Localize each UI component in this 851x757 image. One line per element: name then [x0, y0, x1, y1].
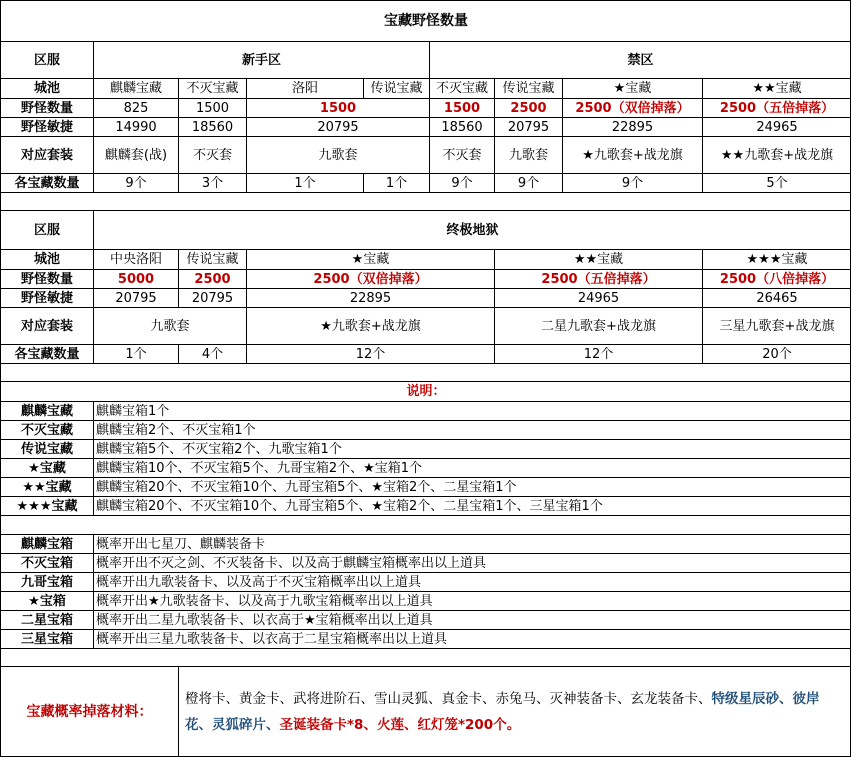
t2-agility-cell: 22895 — [246, 288, 494, 307]
t2-count-cell: 2500（五倍掉落） — [494, 269, 702, 288]
t1-count-cell: 2500（双倍掉落） — [562, 98, 702, 117]
note-treasure-desc: 麒麟宝箱5个、不灭宝箱2个、九歌宝箱1个 — [93, 439, 851, 458]
t1-suit-cell: 麒麟套(战) — [93, 136, 178, 173]
t2-agility-label: 野怪敏捷 — [0, 288, 93, 307]
t2-suit-cell: 二星九歌套+战龙旗 — [494, 307, 702, 344]
t1-suit-label: 对应套装 — [0, 136, 93, 173]
t1-agility-cell: 24965 — [702, 117, 851, 136]
t1-treasure-cell: 5个 — [702, 173, 851, 192]
t1-count-label: 野怪数量 — [0, 98, 93, 117]
note-treasure-name: ★★宝藏 — [0, 477, 93, 496]
t1-treasure-cell: 9个 — [93, 173, 178, 192]
t2-city-cell: 传说宝藏 — [178, 249, 246, 269]
t2-agility-cell: 20795 — [178, 288, 246, 307]
t2-suit-cell: 九歌套 — [93, 307, 246, 344]
t1-agility-label: 野怪敏捷 — [0, 117, 93, 136]
materials-normal: 橙将卡、黄金卡、武将进阶石、雪山灵狐、真金卡、赤兔马、灭神装备卡、玄龙装备卡、 — [185, 691, 712, 707]
t1-treasure-cell: 3个 — [178, 173, 246, 192]
t2-suit-label: 对应套装 — [0, 307, 93, 344]
t1-agility-cell: 14990 — [93, 117, 178, 136]
note-box-desc: 概率开出不灭之剑、不灭装备卡、以及高于麒麟宝箱概率出以上道具 — [93, 553, 851, 572]
note-treasure-name: ★★★宝藏 — [0, 496, 93, 515]
t2-city-cell: ★★★宝藏 — [702, 249, 851, 269]
t1-count-cell: 1500 — [178, 98, 246, 117]
spacer-row — [0, 192, 851, 210]
t1-city-cell: 传说宝藏 — [494, 78, 562, 98]
t1-city-cell: 不灭宝藏 — [429, 78, 494, 98]
note-treasure-desc: 麒麟宝箱2个、不灭宝箱1个 — [93, 420, 851, 439]
note-box-desc: 概率开出★九歌装备卡、以及高于九歌宝箱概率出以上道具 — [93, 591, 851, 610]
note-treasure-name: 传说宝藏 — [0, 439, 93, 458]
t1-city-cell: ★宝藏 — [562, 78, 702, 98]
t1-treasure-label: 各宝藏数量 — [0, 173, 93, 192]
t1-zone-forbidden: 禁区 — [429, 41, 851, 78]
t1-city-cell: 麒麟宝藏 — [93, 78, 178, 98]
note-box-name: 麒麟宝箱 — [0, 534, 93, 553]
note-box-desc: 概率开出二星九歌装备卡、以衣高于★宝箱概率出以上道具 — [93, 610, 851, 629]
materials-label: 宝藏概率掉落材料： — [0, 666, 178, 757]
t2-count-cell: 5000 — [93, 269, 178, 288]
t1-suit-cell: 不灭套 — [429, 136, 494, 173]
t2-treasure-cell: 12个 — [246, 344, 494, 363]
t2-zone: 终极地狱 — [93, 210, 851, 249]
t1-count-cell: 2500 — [494, 98, 562, 117]
t1-city-cell: 不灭宝藏 — [178, 78, 246, 98]
note-box-name: 二星宝箱 — [0, 610, 93, 629]
spacer-row — [0, 363, 851, 381]
t2-agility-cell: 26465 — [702, 288, 851, 307]
note-treasure-desc: 麒麟宝箱10个、不灭宝箱5个、九哥宝箱2个、★宝箱1个 — [93, 458, 851, 477]
note-box-name: 不灭宝箱 — [0, 553, 93, 572]
t1-suit-cell: ★九歌套+战龙旗 — [562, 136, 702, 173]
t2-agility-cell: 20795 — [93, 288, 178, 307]
t1-city-cell: ★★宝藏 — [702, 78, 851, 98]
t1-server-label: 区服 — [0, 41, 93, 78]
t2-count-cell: 2500（八倍掉落） — [702, 269, 851, 288]
t2-suit-cell: ★九歌套+战龙旗 — [246, 307, 494, 344]
t1-count-cell: 825 — [93, 98, 178, 117]
t2-count-label: 野怪数量 — [0, 269, 93, 288]
t1-treasure-cell: 9个 — [429, 173, 494, 192]
spacer-row — [0, 515, 851, 534]
note-treasure-desc: 麒麟宝箱20个、不灭宝箱10个、九哥宝箱5个、★宝箱2个、二星宝箱1个、三星宝箱1个 — [93, 496, 851, 515]
note-box-name: 九哥宝箱 — [0, 572, 93, 591]
t2-city-label: 城池 — [0, 249, 93, 269]
t2-agility-cell: 24965 — [494, 288, 702, 307]
t1-city-cell: 洛阳 — [246, 78, 363, 98]
t1-count-cell: 1500 — [429, 98, 494, 117]
note-box-desc: 概率开出七星刀、麒麟装备卡 — [93, 534, 851, 553]
t1-suit-cell: ★★九歌套+战龙旗 — [702, 136, 851, 173]
t1-count-cell: 1500 — [246, 98, 429, 117]
t2-server-label: 区服 — [0, 210, 93, 249]
note-treasure-name: 不灭宝藏 — [0, 420, 93, 439]
t1-suit-cell: 九歌套 — [494, 136, 562, 173]
note-treasure-name: 麒麟宝藏 — [0, 401, 93, 420]
t1-treasure-cell: 9个 — [494, 173, 562, 192]
t2-suit-cell: 三星九歌套+战龙旗 — [702, 307, 851, 344]
note-box-name: ★宝箱 — [0, 591, 93, 610]
t1-agility-cell: 20795 — [494, 117, 562, 136]
t2-city-cell: ★宝藏 — [246, 249, 494, 269]
t2-treasure-cell: 4个 — [178, 344, 246, 363]
t2-city-cell: ★★宝藏 — [494, 249, 702, 269]
materials-list — [178, 666, 851, 757]
t1-agility-cell: 22895 — [562, 117, 702, 136]
t2-city-cell: 中央洛阳 — [93, 249, 178, 269]
t1-agility-cell: 20795 — [246, 117, 429, 136]
t2-treasure-label: 各宝藏数量 — [0, 344, 93, 363]
note-box-desc: 概率开出九歌装备卡、以及高于不灭宝箱概率出以上道具 — [93, 572, 851, 591]
t1-city-label: 城池 — [0, 78, 93, 98]
t1-suit-cell: 九歌套 — [246, 136, 429, 173]
t1-treasure-cell: 1个 — [363, 173, 429, 192]
note-treasure-desc: 麒麟宝箱1个 — [93, 401, 851, 420]
note-treasure-name: ★宝藏 — [0, 458, 93, 477]
notes-header: 说明： — [0, 381, 851, 401]
note-treasure-desc: 麒麟宝箱20个、不灭宝箱10个、九哥宝箱5个、★宝箱2个、二星宝箱1个 — [93, 477, 851, 496]
t1-city-cell: 传说宝藏 — [363, 78, 429, 98]
t1-agility-cell: 18560 — [429, 117, 494, 136]
t2-count-cell: 2500（双倍掉落） — [246, 269, 494, 288]
t1-agility-cell: 18560 — [178, 117, 246, 136]
t1-treasure-cell: 1个 — [246, 173, 363, 192]
note-box-desc: 概率开出三星九歌装备卡、以衣高于二星宝箱概率出以上道具 — [93, 629, 851, 648]
t1-count-cell: 2500（五倍掉落） — [702, 98, 851, 117]
spacer-row — [0, 648, 851, 666]
t2-treasure-cell: 20个 — [702, 344, 851, 363]
note-box-name: 三星宝箱 — [0, 629, 93, 648]
t1-zone-newbie: 新手区 — [93, 41, 429, 78]
t1-suit-cell: 不灭套 — [178, 136, 246, 173]
sheet-title: 宝藏野怪数量 — [0, 0, 851, 41]
materials-blue: 特级星辰砂、彼岸花、灵狐碎片、 — [185, 691, 820, 733]
t1-treasure-cell: 9个 — [562, 173, 702, 192]
t2-treasure-cell: 1个 — [93, 344, 178, 363]
t2-count-cell: 2500 — [178, 269, 246, 288]
materials-red: 圣诞装备卡*8、火莲、红灯笼*200个。 — [279, 717, 521, 733]
t2-treasure-cell: 12个 — [494, 344, 702, 363]
